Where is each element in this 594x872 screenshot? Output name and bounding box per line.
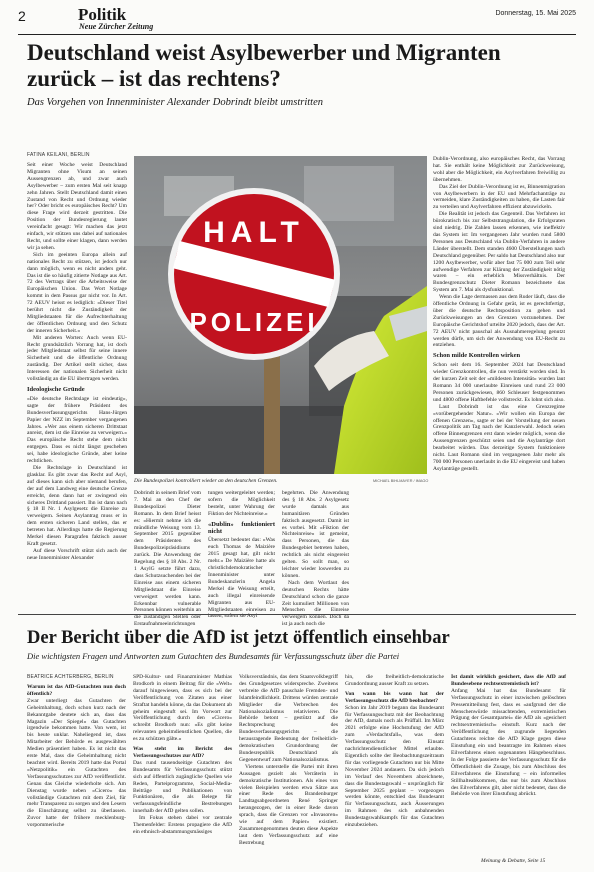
paragraph: Das Ziel der Dublin-Verordnung ist es, Binnenmigration von Asylbewerbern in der EU und Mehrfachanträge zu vermeiden, klare Zuständigkeiten zu haben, die Lasten fair zu verteilen und Asylverfahren effizient abzuwickeln. xyxy=(433,183,565,211)
section-subhead: «Dublin» funktioniert nicht xyxy=(208,520,275,535)
article-column-1 xyxy=(27,162,127,562)
question-heading: Von wann bis wann hat der Verfassungsschutz die AfD beobachtet? xyxy=(345,690,444,704)
cross-reference: Meinung & Debatte, Seite 15 xyxy=(481,858,546,864)
article-headline: Deutschland weist Asylbewerber und Migranten zurück – ist das rechtens? xyxy=(27,40,501,91)
police-stop-sign-photo xyxy=(134,156,427,474)
question-heading: Was steht im Bericht des Verfassungsschutzes zur AfD? xyxy=(133,746,232,759)
paragraph: hin, die freiheitlich-demokratische Grundordnung ausser Kraft zu setzen. xyxy=(345,674,444,687)
article-column-4 xyxy=(282,490,349,628)
section-subhead: Ideologische Gründe xyxy=(27,386,85,393)
article-photo xyxy=(134,156,427,474)
page-number: 2 xyxy=(18,8,26,24)
paragraph: Wenn die Lage dermassen aus dem Ruder läuft, dass die öffentliche Ordnung in Gefahr gerät, ist es gerechtfertigt, über die deutsche Rechtsposition zu gehen und Zurückweisungen an den Grenzen vorzunehmen. Der Europäische Gerichtshof urteilte 2020 jedoch, dass der Art. 72 AEUV nicht pauschal als Ausnahmeregelung genutzt werden dürfe, um sich der Anwendung von EU-Recht zu entziehen. xyxy=(433,294,565,349)
sign-label-lower: POLIZEI xyxy=(189,307,319,337)
article-column-1 xyxy=(27,684,126,829)
article-column-5 xyxy=(433,156,565,473)
paragraph: Übersetzt bedeutet das: «Was euch Thomas de Maizière 2015 gesagt hat, gilt nicht mehr.» De Maizière hatte als christlichdemokratischer Innenminister unter Bundeskanzlerin Angela Merkel die Weisung erteilt, auch illegal einreisende Migranten aus EU-Mitgliedstaaten einreisen zu lassen, sofern sie Asyl xyxy=(208,537,275,620)
paragraph: Das rund tausendseitige Gutachten des Bundesamts für Verfassungsschutz stützt sich auf öffentlich zugängliche Quellen wie Reden, Parteiprogramme, Social-Media-Beiträge und Publikationen von Funktionären, die als Belege für verfassungsfeindliche Bestrebungen innerhalb der AfD gelten sollen. xyxy=(133,759,232,815)
paragraph: Die Rechtslage in Deutschland ist glasklar. Es gibt zwar das Recht auf Asyl, auf dieses kann sich aber niemand berufen, der auf dem Landweg eine deutsche Grenze erreicht, denn dann hat er zwingend ein sicheres Drittland passiert. Ihn ist dann nach § 18 II Nr. 1 Asylgesetz die Einreise zu verweigern. Seinen Asylantrag muss er in dem ersten sicheren Land stellen, das er betreten hat. Allerdings hatte die Regierung Merkel diesen Paragrafen faktisch ausser Kraft gesetzt. xyxy=(27,464,127,547)
paragraph: begehrten. Die Anwendung des § 18 Abs. 2 Asylgesetz wurde damals aus humanitären Gründen faktisch ausgesetzt. Damit ist es vorbei. Mit «Fiktion der Nichteinreise» ist gemeint, dass Personen, die das Bundesgebiet betreten haben, rechtlich als nicht eingereist gelten. So sollt man, so leichter wieder loswerden zu können. xyxy=(282,490,349,579)
article-divider xyxy=(18,614,576,615)
author-byline: FATINA KEILANI, BERLIN xyxy=(27,152,90,158)
paragraph: Seit einer Woche weist Deutschland Migranten ohne Visum an seinen Aussengrenzen ab, und zwar auch Asylbewerber – zum ersten Mal seit knapp zehn Jahren. Stellt Deutschland damit einen Zustand von Recht und Ordnung wieder her? Oder bricht es europäisches Recht? Um diese Frage wird derzeit gestritten. Die Position der Bundesregierung lautet vereinfacht gesagt: Wir machen das jetzt einfach, wir stützen uns dabei auf nationales Recht, und sollte einer klagen, dann werden wir ja sehen. xyxy=(27,162,127,251)
paragraph: tungen weitergeleitet werden; sofern die Möglichkeit besteht, unter Wahrung der Fiktion der Nichteinreise.» xyxy=(208,490,275,517)
page-header xyxy=(18,6,576,35)
section-subhead: Schon milde Kontrollen wirken xyxy=(433,352,521,360)
article-column-2 xyxy=(134,490,201,628)
paragraph: Die Realität ist jedoch das Gegenteil. Das Verfahren ist bürokratisch bis zur Selbststrangulation, die Erfolgsraten sind niedrig. Die Zahlen lassen erkennen, wie ineffektiv das System ist: Im vergangenen Jahr wurden rund 5800 Personen aus Deutschland via Dublin-Verfahren in andere Länder überstellt. Dem standen 4600 Überstellungen nach Deutschland gegenüber. Per saldo hat Deutschland also nur 1200 Asylbewerber, wofür aber fast 75 000 zum Teil sehr aufwendige Verfahren zur Klärung der Zuständigkeit nötig waren – ein erheblich Missverhältnis. Der Bundesgrenzschutz Dieter Romann bezeichnete das System am 7. Mai als dysfunktional. xyxy=(433,211,565,294)
question-heading: Ist damit wirklich gesichert, dass die AfD auf Bundesebene rechtsextremistisch ist? xyxy=(451,674,566,687)
paragraph: Mit anderen Worten: Auch wenn EU-Recht grundsätzlich Vorrang hat, ist doch jeder Mitgliedstaat selbst für seine innere Sicherheit und die öffentliche Ordnung zuständig. Der Artikel stellt sicher, dass Interessen der nationalen Sicherheit nicht vollständig an die EU übertragen werden. xyxy=(27,334,127,383)
article-column-4 xyxy=(345,674,444,829)
question-heading: Warum ist das AfD-Gutachten nun doch öffentlich? xyxy=(27,684,126,697)
paragraph: SPD-Kultur- und Finanzminister Mathias Brodkorb in einem Beitrag für die «Welt» darauf hingewiesen, dass es sich bei der Veröffentlichung von Zitaten aus einer Straftat handeln könne, da das Dokument ab geheim eingestuft sei. Im Vorwort zur Veröffentlichung durch den «Cicero» schreibt Brodkorb nun: «Es gibt keine relevanten geheimdienstlichen Quellen, die es zu schützen gälte.» xyxy=(133,674,232,743)
article-subheadline: Die wichtigsten Fragen und Antworten zum Gutachten des Bundesamts für Verfassungsschutz über die Partei xyxy=(27,651,400,661)
photo-credit: MICHAEL BIHLMAYER / IMAGO xyxy=(373,479,429,483)
article-column-5 xyxy=(451,674,566,798)
article-subheadline: Das Vorgehen von Innenminister Alexander Dobrindt bleibt umstritten xyxy=(27,97,324,108)
paragraph: Zwar unterliegt das Gutachten der Geheimhaltung, doch schon kurz nach der Bekanntgabe deutete sich an, dass das Magazin «Der Spiegel» das Gutachten irgendwie bekommen hatte. Von wem, ist bis heute unklar. Naheliegend ist, dass Mitarbeiter der Behörde es ausgewählten Medien präsentiert haben. Es ist nicht das erste Mal, dass die Geheimhaltung nicht beachtet wird. Bereits 2019 hatte das Portal «Netzpolitik» ein Gutachten des Verfassungsschutzes zur AfD veröffentlicht. Genau das Gleiche wiederholte sich. Am Dienstag wurde neben «Cicero» das vollständige Gutachten mit dem Ziel, für mehr Transparenz zu sorgen und den Lesern die Einschätzung selbst zu überlassen. Zuvor hatte der frühere mecklenburg-vorpommerische xyxy=(27,697,126,829)
paragraph: Viertens unterstelle die Partei mit ihren Aussagen gezielt als Verräterin in demokratische Institutionen. Als eines von vielen Beispielen werden etwa Sätze aus einer Rede des Brandenburger Landtagsabgeordneten René Springer herangezogen, der in einer Rede davon sprach, dass die Grenzen vor «Invasoren» wie auf dem Papier» existiert. Zusammengenommen deuten diese Aspekte laut dem Verfassungsschutz auf eine Bestrebung xyxy=(239,763,338,846)
article-headline: Der Bericht über die AfD ist jetzt öffentlich einsehbar xyxy=(27,628,450,648)
paragraph: Anfang Mai hat das Bundesamt für Verfassungsschutz in einer inzwischen gelöschten Pressemitteilung fest, dass es «aufgrund der die Menschenwürde missachtenden, extremistischen Prägung der Gesamtpartei» die AfD als «gesichert rechtsextremistisch» einstuft. Kurz nach der Veröffentlichung des zugrunde liegenden Gutachtens reichte die AfD Klage gegen diese Einstufung ein und beantragte im Rahmen eines Eilverfahrens einen sogenannten Hängebeschluss. In der Folge passierte der Verfassungsschutz für die Öffentlichkeit die Zusage, bis zum Abschluss des Eilverfahrens die Einstufung – ein informelles Stillhalteabkommen, das nur bis zum Abschluss des Eilverfahrens gilt, aber nicht bedeutet, dass die Behörde von ihrer Einstufung abrückt. xyxy=(451,687,566,798)
photo-caption: Die Bundespolizei kontrolliert wieder an den deutschen Grenzen. xyxy=(134,478,278,484)
paragraph: Nach dem Wortlaut des deutschen Rechts hätte Deutschland schon die ganze Zeit kumuliert Millionen von Menschen die Einreise verweigern können. Doch da ist ja auch noch die xyxy=(282,579,349,628)
newspaper-name: Neue Zürcher Zeitung xyxy=(79,22,154,31)
paragraph: Dublin-Verordnung, also europäisches Recht, das Vorrang hat. Sie enthält keine Möglichkeit zur Zurückweisung, wohl aber die Möglichkeit, ein Asylverfahren freiwillig zu übernehmen. xyxy=(433,156,565,183)
sign-label: HALT xyxy=(203,216,305,249)
author-byline: BEATRICE ACHTERBERG, BERLIN xyxy=(27,674,114,680)
section-title: Politik xyxy=(78,5,127,24)
paragraph: «Die deutsche Rechtslage ist eindeutig», sagte der frühere Präsident des Bundesverfassungsgerichts Hans-Jürgen Papier der NZZ im September vergangenen Jahres. «Wer aus einem sicheren Drittstaat anreist, dem ist die Einreise zu verweigern.» Das europäische Recht stehe dem nicht entgegen. Dass es nicht längst geschehen sei, habe ideologische Gründe, aber keine rechtlichen. xyxy=(27,395,127,465)
article-column-3 xyxy=(239,674,338,847)
issue-date: Donnerstag, 15. Mai 2025 xyxy=(495,10,576,17)
paragraph: Laut Dobrindt ist das eine Grenzregime «vorübergehender Natur». «Wir wollen ein Europa der offenen Grenzen», sagte er bei der Vorstellung der neuen Grenzpolitik am Tag nach der Kanzlerwahl. Jedoch seien offene Binnengrenzen erst dann wieder möglich, wenn die Aussengrenzen geschützt seien und die Asylanträge dort bearbeitet würden. Das derzeitige System funktioniere nicht. Laut Romann sind im vergangenen Jahr mehr als 700 000 Personen unerlaubt in die EU eingereist und haben Asylanträge gestellt. xyxy=(433,403,566,472)
paragraph: Schon im Jahr 2019 begann das Bundesamt für Verfassungsschutz mit der Beobachtung der AfD, damals noch als Prüffall. Im März 2021 erfolgte eine Hochstufung der AfD zum «Verdachtsfall», was dem Verfassungsschutz den Einsatz nachrichtendienstlicher Mittel erlaubte. Eigentlich sollte der Beobachtungszeitraum für das vorliegende Gutachten nur bis Mitte November 2024 andauern. Da sich jedoch im Verlauf des Novembers abzeichnete, dass die Bundestagswahl – ursprünglich für September 2025 geplant – vorgezogen werden könnte, entschied das Bundesamt für Verfassungsschutz, auch Äusserungen im Rahmen des sich anbahnenden Bundestagswahlkampfs für das Gutachten einzubeziehen. xyxy=(345,704,444,829)
paragraph: Volksverständnis, das dem Staatsvolkbegriff des Grundgesetzes widerspreche. Zweitens verbreite die AfD pauschale Fremden- und Islamfeindlichkeit. Drittens würden zentrale Mitglieder die Verbrechen des Nationalsozialismus relativieren. Die Behörde betont – gestützt auf die Rechtsprechung des Bundesverfassungsgerichts – die herausragende Bedeutung der freiheitlich-demokratischen Grundordnung der Bundesrepublik Deutschland als Gegenentwurf zum Nationalsozialismus. xyxy=(239,674,338,763)
paragraph: Sich im geeinten Europa allein auf nationales Recht zu stützen, ist jedoch nur dann möglich, wenn es nicht anders geht. Das ist die so häufig zitierte Notlage aus Art. 72 des Vertrags über die Arbeitsweise der Europäischen Union. Das Wort Notlage kommt in dem Passus gar nicht vor. In Art. 72 AEUV heisst es lediglich: «Dieser Titel berührt nicht die Zuständigkeit der Mitgliedstaaten für die Aufrechterhaltung der öffentlichen Ordnung und den Schutz der inneren Sicherheit.» xyxy=(27,251,127,334)
article-column-3 xyxy=(208,490,275,620)
article-column-2 xyxy=(133,674,232,836)
paragraph: Auf diese Vorschrift stützt sich auch der neue Innenminister Alexander xyxy=(27,547,127,561)
paragraph: Im Fokus stehen dabei vor zentrale Themenfelder: Erstens propagiere die AfD ein ethnisch-abstammungsmässiges xyxy=(133,815,232,835)
paragraph: Dobrindt in seinem Brief vom 7. Mai an den Chef der Bundespolizei Dieter Romann. In dem Brief heisst es: «Hiermit nehme ich die mündliche Weisung vom 13. September 2015 gegenüber dem Präsidenten des Bundespolizeipräsidiums zurück. Die Anwendung der Regelung des § 18 Abs. 2 Nr. 1 AsylG setzte führt dazu, dass Schutzsuchenden bei der Einreise aus einem sicheren Mitgliedstaat die Einreise verweigert werden kann. Erkennbar vulnerable Personen können weiterhin an die zuständigen Stellen oder Erstaufnahmeeinrichtungen xyxy=(134,490,202,628)
paragraph: Schon seit dem 16. September 2024 hat Deutschland wieder Grenzkontrollen, die nun verstärkt worden sind. In der kurzen Zeit seit der «mildesten Intensität» wurden laut Romann 34 000 unerlaubte Einreisen und rund 23 000 Personen zurückgewiesen, 860 Schleuser festgenommen und 4800 offene Haftbefehle vollstreckt. Es lohnt sich also. xyxy=(433,362,565,403)
